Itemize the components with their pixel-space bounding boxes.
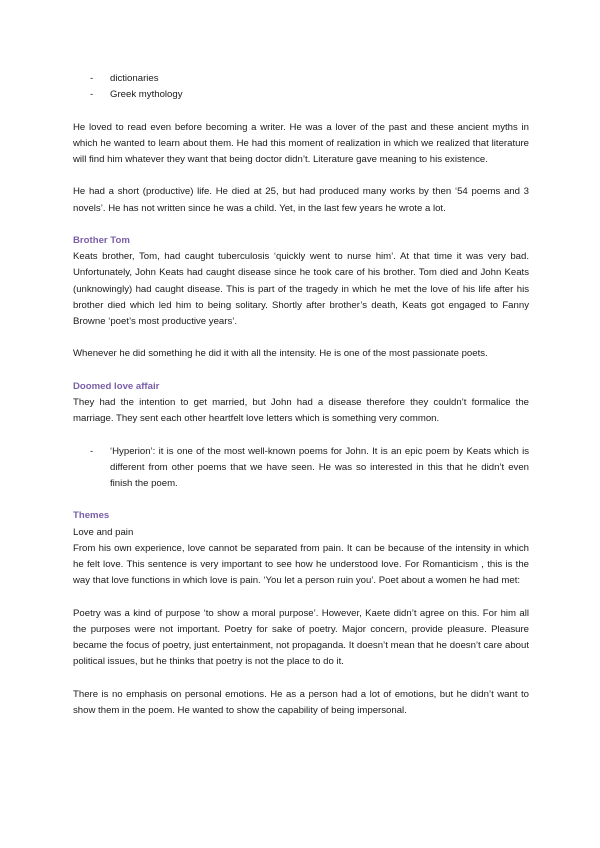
subheading-love-and-pain: Love and pain	[73, 526, 134, 538]
document-body	[73, 71, 529, 719]
list-item-text: ‘Hyperion’: it is one of the most well-known poems for John. It is an epic poem by Keats which is different from other poems that we have seen. He was so interested in this that he didn’t even finish the poem.	[110, 445, 529, 489]
paragraph-brother-tom: Keats brother, Tom, had caught tuberculosis ‘quickly went to nurse him’. At that time it was very bad. Unfortunately, John Keats had caught disease since he took care of his brother. Tom died and John Keats (unknowingly) had caught disease. This is part of the tragedy in which he met the love of his life after his brother died which led him to being solitary. Shortly after brother’s death, Keats got engaged to Fanny Browne ‘poet’s most productive years’.	[73, 251, 529, 327]
section-heading-themes: Themes	[73, 510, 110, 522]
topic-list	[73, 71, 529, 103]
paragraph-impersonal: There is no emphasis on personal emotions. He as a person had a lot of emotions, but he didn’t want to show them in the poem. He wanted to show the capability of being impersonal.	[73, 688, 529, 716]
list-marker: -	[90, 89, 94, 101]
section-heading-doomed-love: Doomed love affair	[73, 380, 160, 392]
spacer	[73, 217, 529, 233]
spacer	[73, 589, 529, 605]
paragraph-reading: He loved to read even before becoming a writer. He was a lover of the past and these ancient myths in which he wanted to learn about them. He had this moment of realization in which we realized that literature will find him whatever they want that being doctor didn’t. Literature gave meaning to his existence.	[73, 121, 529, 165]
paragraph-short-life: He had a short (productive) life. He died at 25, but had produced many works by then ‘54 poems and 3 novels’. He has not written since he was a child. Yet, in the last few years he wrote a lot.	[73, 186, 529, 214]
list-item	[73, 87, 529, 103]
list-marker: -	[90, 73, 94, 84]
spacer	[73, 103, 529, 119]
list-item-text: dictionaries	[110, 73, 159, 84]
spacer	[73, 670, 529, 686]
paragraph-doomed-love: They had the intention to get married, but John had a disease therefore they couldn’t formalice the marriage. They sent each other heartfelt love letters which is something very common.	[73, 396, 529, 425]
spacer	[73, 492, 529, 508]
paragraph-intensity: Whenever he did something he did it with all the intensity. He is one of the most passionate poets.	[73, 348, 488, 360]
list-item	[73, 71, 529, 87]
paragraph-purpose: Poetry was a kind of purpose ‘to show a moral purpose’. However, Kaete didn’t agree on this. For him all the purposes were not important. Poetry for sake of poetry. Major concern, provide pleasure. Pleasure became the focus of poetry, just entertainment, not propaganda. It doesn’t mean that he doesn’t care about political issues, but he thinks that poetry is not the place to do it.	[73, 607, 529, 668]
section-heading-brother-tom: Brother Tom	[73, 234, 130, 246]
list-marker: -	[90, 445, 94, 457]
spacer	[73, 363, 529, 379]
list-item-text: Greek mythology	[110, 89, 183, 101]
list-item-hyperion	[73, 444, 529, 493]
paragraph-love-and-pain: From his own experience, love cannot be separated from pain. It can be because of the intensity in which he felt love. This sentence is very important to see how he understood love. For Romanticism , this is the way that love functions in which love is pain. ‘You let a person ruin you’. Poet about a women he had met:	[73, 542, 529, 587]
spacer	[73, 168, 529, 184]
spacer	[73, 330, 529, 346]
spacer	[73, 427, 529, 443]
